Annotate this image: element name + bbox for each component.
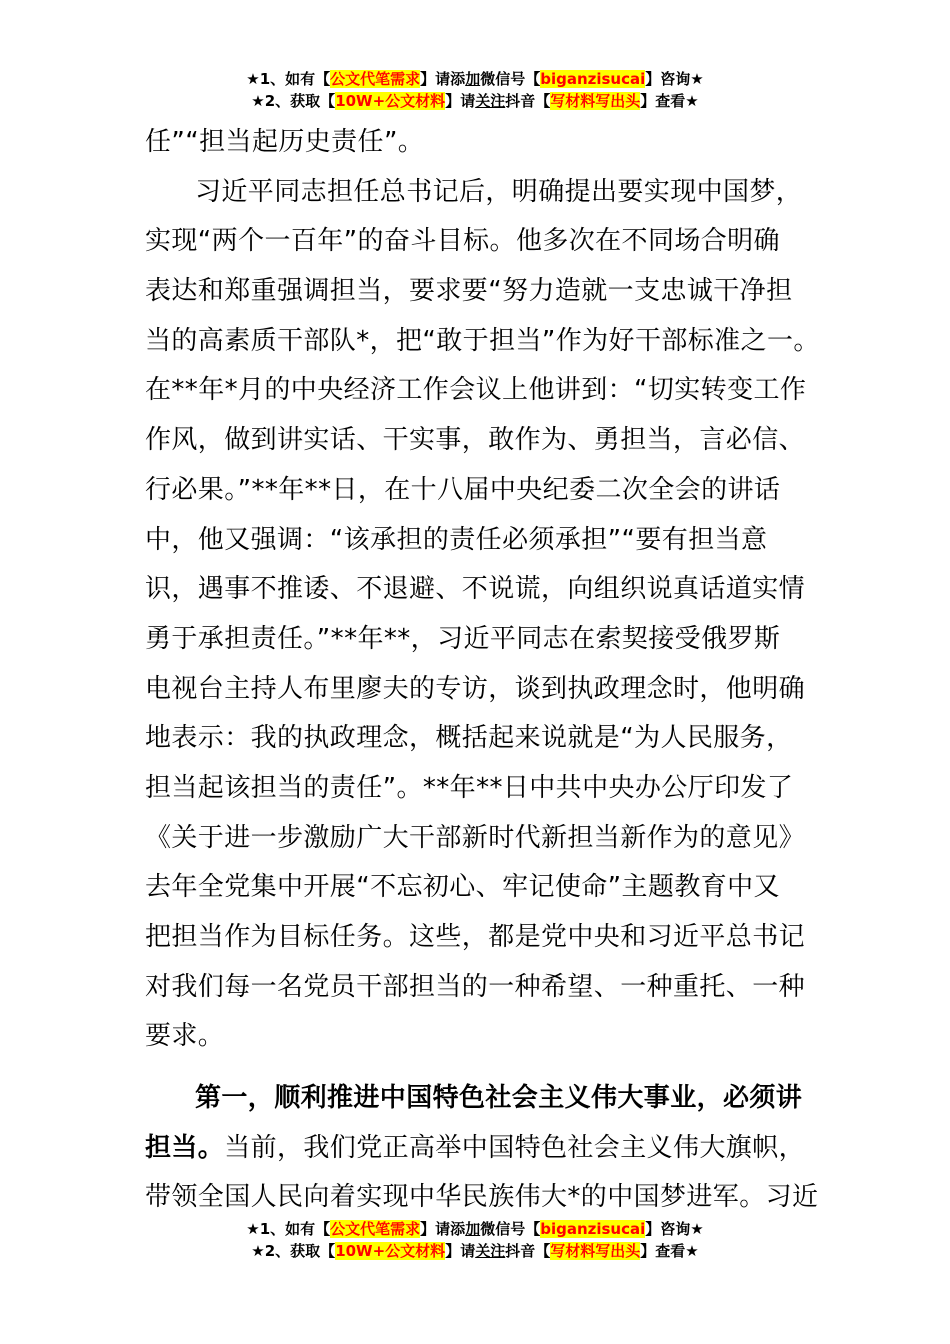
banner-line-2 — [0, 1240, 950, 1262]
banner-text: 】请 — [445, 1242, 476, 1260]
document-body — [145, 118, 825, 1223]
text-line: 在**年*月的中央经济工作会议上他讲到：“切实转变工作 — [145, 375, 807, 406]
banner-text: ★1、如有【 — [246, 70, 331, 88]
text-line: 习近平同志担任总书记后，明确提出要实现中国梦， — [195, 176, 803, 207]
banner-text: 】咨询★ — [645, 70, 704, 88]
highlight-text: 10W+公文材料 — [335, 1242, 446, 1260]
text-line: 当的高素质干部队*，把“敢于担当”作为好干部标准之一。 — [145, 325, 820, 356]
banner-text: ★2、获取【 — [251, 1242, 336, 1260]
underlined-text: 关注 — [475, 92, 506, 110]
text-line: 对我们每一名党员干部担当的一种希望、一种重托、一种 — [145, 971, 806, 1002]
underlined-text: 关注 — [475, 1242, 506, 1260]
text-line: 勇于承担责任。”**年**，习近平同志在索契接受俄罗斯 — [145, 623, 781, 654]
text-line: 要求。 — [145, 1021, 225, 1052]
banner-text: 】请添 — [420, 1220, 466, 1238]
underlined-text: 加 — [465, 1220, 481, 1238]
text-line: 电视台主持人布里廖夫的专访，谈到执政理念时，他明确 — [145, 673, 806, 704]
banner-text: 】查看★ — [640, 92, 699, 110]
banner-line-2 — [0, 90, 950, 112]
text-line: 带领全国人民向着实现中华民族伟大*的中国梦进军。习近 — [145, 1182, 819, 1213]
banner-text: 】请 — [445, 92, 476, 110]
text-line: 作风，做到讲实话、干实事，敢作为、勇担当，言必信、 — [145, 425, 806, 456]
banner-text: ★1、如有【 — [246, 1220, 331, 1238]
text-line: 任”“担当起历史责任”。 — [145, 127, 425, 157]
highlight-text: 公文代笔需求 — [330, 70, 421, 88]
banner-text: 】查看★ — [640, 1242, 699, 1260]
highlight-text: 10W+公文材料 — [335, 92, 446, 110]
text-line: 实现“两个一百年”的奋斗目标。他多次在不同场合明确 — [145, 226, 780, 257]
header-banner — [0, 68, 950, 112]
banner-text: 微信号【 — [480, 70, 541, 88]
section-heading-end: 担当。 — [145, 1132, 225, 1163]
banner-text: 抖音【 — [505, 92, 551, 110]
text-span: 当前，我们党正高举中国特色社会主义伟大旗帜， — [224, 1132, 806, 1163]
text-line: 地表示：我的执政理念，概括起来说就是“为人民服务， — [145, 723, 793, 754]
douyin-account: 写材料写出头 — [550, 92, 641, 110]
text-line: 《关于进一步激励广大干部新时代新担当新作为的意见》 — [145, 822, 806, 853]
banner-text: 抖音【 — [505, 1242, 551, 1260]
wechat-id: biganzisucai — [540, 70, 646, 88]
section-heading: 第一，顺利推进中国特色社会主义伟大事业，必须讲 — [195, 1083, 803, 1114]
underlined-text: 加 — [465, 70, 481, 88]
douyin-account: 写材料写出头 — [550, 1242, 641, 1260]
wechat-id: biganzisucai — [540, 1220, 646, 1238]
text-line: 把担当作为目标任务。这些，都是党中央和习近平总书记 — [145, 922, 806, 952]
banner-line-1 — [0, 1218, 950, 1240]
text-line: 行必果。”**年**日，在十八届中央纪委二次全会的讲话 — [145, 474, 781, 505]
banner-text: 微信号【 — [480, 1220, 541, 1238]
banner-text: 】咨询★ — [645, 1220, 704, 1238]
footer-banner — [0, 1218, 950, 1262]
text-line: 担当起该担当的责任”。**年**日中共中央办公厅印发了 — [145, 772, 794, 803]
banner-text: 】请添 — [420, 70, 466, 88]
paragraph-gap — [145, 1062, 825, 1074]
text-line — [145, 1124, 825, 1174]
text-line: 去年全党集中开展“不忘初心、牢记使命”主题教育中又 — [145, 872, 780, 903]
banner-text: ★2、获取【 — [251, 92, 336, 110]
text-line: 识，遇事不推诿、不退避、不说谎，向组织说真话道实情 — [145, 574, 806, 605]
banner-line-1 — [0, 68, 950, 90]
highlight-text: 公文代笔需求 — [330, 1220, 421, 1238]
text-line: 表达和郑重强调担当，要求要“努力造就一支忠诚干净担 — [145, 276, 793, 307]
text-line: 中，他又强调：“该承担的责任必须承担”“要有担当意 — [145, 524, 768, 555]
